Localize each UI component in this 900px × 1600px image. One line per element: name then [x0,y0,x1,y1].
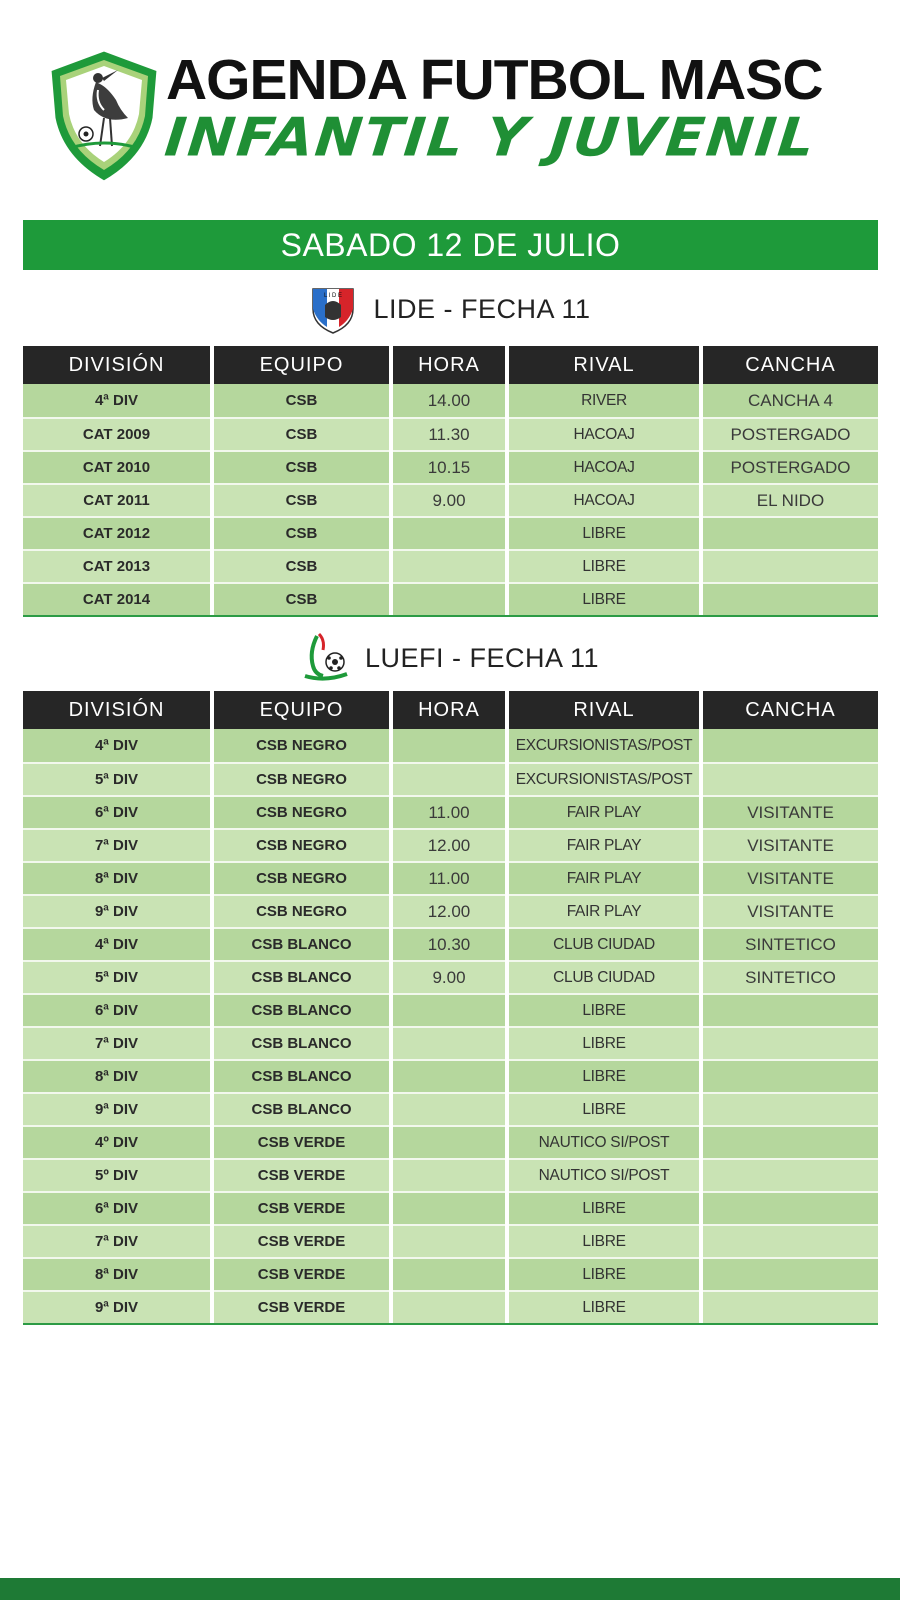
cell-rival: HACOAJ [509,417,699,450]
cell-cancha: SINTETICO [703,927,878,960]
cell-hora [393,993,505,1026]
col-division: DIVISIÓN [23,691,210,729]
table-header [23,346,878,384]
cell-hora: 11.00 [393,795,505,828]
cell-division: 4ª DIV [23,927,210,960]
cell-equipo: CSB BLANCO [214,1092,389,1125]
cell-division: 6ª DIV [23,795,210,828]
cell-equipo: CSB BLANCO [214,927,389,960]
cell-division: 8ª DIV [23,1059,210,1092]
cell-cancha [703,1026,878,1059]
table-row [23,1290,878,1323]
cell-division: 5º DIV [23,1158,210,1191]
table-row [23,894,878,927]
svg-text:L I D E: L I D E [324,293,343,299]
col-rival: RIVAL [509,346,699,384]
col-rival: RIVAL [509,691,699,729]
table-row [23,1257,878,1290]
cell-division: 6ª DIV [23,1191,210,1224]
cell-cancha: VISITANTE [703,795,878,828]
cell-equipo: CSB [214,483,389,516]
cell-hora [393,762,505,795]
cell-cancha [703,1191,878,1224]
cell-cancha: EL NIDO [703,483,878,516]
cell-rival: LIBRE [509,582,699,615]
cell-hora [393,1158,505,1191]
table-body [23,729,878,1323]
table-row [23,1125,878,1158]
cell-rival: EXCURSIONISTAS/POST [509,762,699,795]
cell-division: CAT 2012 [23,516,210,549]
table-row [23,729,878,762]
cell-equipo: CSB VERDE [214,1257,389,1290]
cell-rival: RIVER [509,384,699,417]
cell-equipo: CSB BLANCO [214,1059,389,1092]
cell-rival: FAIR PLAY [509,861,699,894]
cell-hora: 10.15 [393,450,505,483]
table-row [23,417,878,450]
lide-table [23,346,878,617]
cell-rival: LIBRE [509,549,699,582]
col-cancha: CANCHA [703,691,878,729]
cell-cancha [703,1125,878,1158]
table-row [23,1191,878,1224]
cell-division: CAT 2009 [23,417,210,450]
cell-rival: LIBRE [509,1059,699,1092]
cell-cancha [703,516,878,549]
cell-equipo: CSB NEGRO [214,828,389,861]
cell-equipo: CSB VERDE [214,1158,389,1191]
cell-hora [393,1059,505,1092]
cell-rival: LIBRE [509,1290,699,1323]
cell-division: 7ª DIV [23,828,210,861]
cell-rival: FAIR PLAY [509,795,699,828]
cell-hora: 9.00 [393,960,505,993]
cell-hora [393,516,505,549]
cell-hora [393,1125,505,1158]
cell-division: 8ª DIV [23,861,210,894]
cell-rival: NAUTICO SI/POST [509,1158,699,1191]
col-hora: HORA [393,346,505,384]
cell-hora: 10.30 [393,927,505,960]
cell-equipo: CSB VERDE [214,1224,389,1257]
cell-equipo: CSB BLANCO [214,960,389,993]
cell-cancha [703,549,878,582]
table-row [23,1158,878,1191]
cell-cancha: SINTETICO [703,960,878,993]
table-row [23,1224,878,1257]
cell-division: CAT 2010 [23,450,210,483]
page-subtitle: INFANTIL Y JUVENIL [162,107,819,169]
table-row [23,384,878,417]
cell-division: 8ª DIV [23,1257,210,1290]
cell-hora: 14.00 [393,384,505,417]
cell-division: 4ª DIV [23,729,210,762]
table-header [23,691,878,729]
section-title-label: LUEFI - FECHA 11 [364,642,600,673]
table-divider [23,615,878,617]
cell-equipo: CSB VERDE [214,1191,389,1224]
cell-cancha: VISITANTE [703,894,878,927]
cell-division: 4º DIV [23,1125,210,1158]
cell-cancha [703,1092,878,1125]
cell-rival: FAIR PLAY [509,828,699,861]
cell-division: 7ª DIV [23,1224,210,1257]
table-row [23,516,878,549]
section-title-luefi [0,632,900,684]
cell-rival: LIBRE [509,1257,699,1290]
cell-cancha [703,1257,878,1290]
cell-division: 9ª DIV [23,1092,210,1125]
cell-rival: LIBRE [509,1092,699,1125]
table-row [23,993,878,1026]
page-title: AGENDA FUTBOL MASC [166,48,823,112]
table-row [23,927,878,960]
cell-division: CAT 2011 [23,483,210,516]
cell-hora [393,1092,505,1125]
cell-equipo: CSB VERDE [214,1290,389,1323]
cell-hora: 11.00 [393,861,505,894]
cell-division: 5ª DIV [23,960,210,993]
cell-hora: 11.30 [393,417,505,450]
cell-rival: LIBRE [509,1026,699,1059]
cell-equipo: CSB BLANCO [214,993,389,1026]
cell-cancha: VISITANTE [703,861,878,894]
table-row [23,861,878,894]
cell-division: 5ª DIV [23,762,210,795]
cell-rival: LIBRE [509,1191,699,1224]
cell-equipo: CSB NEGRO [214,861,389,894]
cell-rival: LIBRE [509,993,699,1026]
col-cancha: CANCHA [703,346,878,384]
cell-hora: 12.00 [393,828,505,861]
table-row [23,1059,878,1092]
cell-cancha [703,993,878,1026]
date-banner: SABADO 12 DE JULIO [23,220,878,270]
cell-rival: LIBRE [509,516,699,549]
luefi-ball-logo-icon [301,632,349,684]
cell-rival: HACOAJ [509,483,699,516]
cell-equipo: CSB BLANCO [214,1026,389,1059]
table-row [23,795,878,828]
col-division: DIVISIÓN [23,346,210,384]
cell-hora: 12.00 [393,894,505,927]
cell-equipo: CSB [214,582,389,615]
club-crest-bird-icon [46,48,162,184]
cell-cancha [703,762,878,795]
cell-hora [393,1257,505,1290]
cell-hora [393,729,505,762]
footer-bar [0,1578,900,1600]
col-equipo: EQUIPO [214,691,389,729]
cell-rival: CLUB CIUDAD [509,960,699,993]
cell-rival: LIBRE [509,1224,699,1257]
table-row [23,483,878,516]
cell-cancha: VISITANTE [703,828,878,861]
cell-cancha [703,729,878,762]
col-equipo: EQUIPO [214,346,389,384]
luefi-table [23,691,878,1325]
cell-rival: HACOAJ [509,450,699,483]
section-title-label: LIDE - FECHA 11 [373,293,591,324]
cell-cancha: CANCHA 4 [703,384,878,417]
cell-equipo: CSB [214,384,389,417]
table-body [23,384,878,615]
table-divider [23,1323,878,1325]
table-row [23,1092,878,1125]
cell-hora [393,1224,505,1257]
cell-division: 9ª DIV [23,1290,210,1323]
table-row [23,828,878,861]
table-row [23,450,878,483]
cell-cancha [703,1224,878,1257]
cell-equipo: CSB NEGRO [214,729,389,762]
lide-shield-icon [309,283,357,335]
cell-hora [393,549,505,582]
cell-division: CAT 2014 [23,582,210,615]
cell-hora [393,582,505,615]
cell-rival: EXCURSIONISTAS/POST [509,729,699,762]
cell-cancha: POSTERGADO [703,417,878,450]
cell-equipo: CSB NEGRO [214,762,389,795]
cell-division: 6ª DIV [23,993,210,1026]
table-row [23,960,878,993]
cell-hora [393,1290,505,1323]
table-row [23,549,878,582]
table-row [23,1026,878,1059]
cell-division: 4ª DIV [23,384,210,417]
cell-cancha: POSTERGADO [703,450,878,483]
table-row [23,582,878,615]
cell-hora [393,1191,505,1224]
cell-hora [393,1026,505,1059]
cell-equipo: CSB NEGRO [214,795,389,828]
cell-equipo: CSB [214,417,389,450]
cell-equipo: CSB [214,516,389,549]
cell-equipo: CSB [214,549,389,582]
header [0,0,900,200]
cell-division: 7ª DIV [23,1026,210,1059]
cell-rival: NAUTICO SI/POST [509,1125,699,1158]
section-title-lide [0,283,900,335]
cell-cancha [703,1158,878,1191]
cell-cancha [703,582,878,615]
cell-hora: 9.00 [393,483,505,516]
col-hora: HORA [393,691,505,729]
cell-equipo: CSB VERDE [214,1125,389,1158]
cell-rival: FAIR PLAY [509,894,699,927]
cell-rival: CLUB CIUDAD [509,927,699,960]
cell-equipo: CSB NEGRO [214,894,389,927]
cell-division: CAT 2013 [23,549,210,582]
table-row [23,762,878,795]
cell-equipo: CSB [214,450,389,483]
cell-cancha [703,1059,878,1092]
cell-division: 9ª DIV [23,894,210,927]
cell-cancha [703,1290,878,1323]
